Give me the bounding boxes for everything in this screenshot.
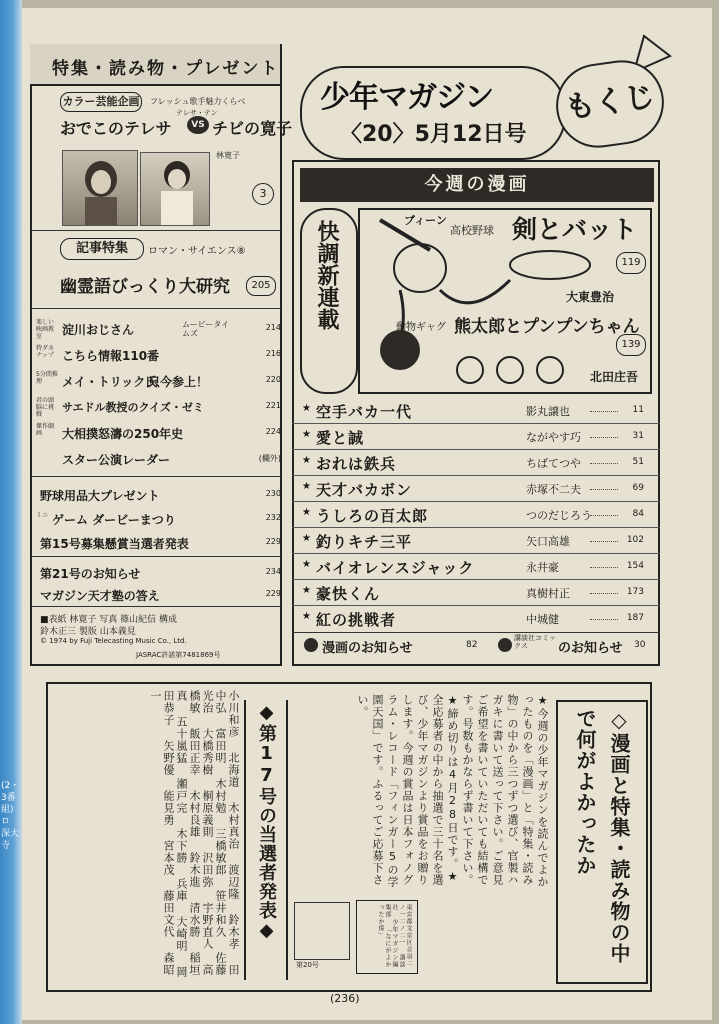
manga-item — [300, 554, 650, 580]
feature-item: スター公演レーダー (欄外) — [62, 453, 281, 467]
manga-item — [300, 398, 650, 424]
article-series: ロマン・サイエンス⑧ — [148, 246, 246, 257]
manga-author: 中城健 — [526, 613, 559, 626]
portrait-icon — [141, 153, 209, 225]
leader-dots — [590, 437, 618, 438]
notice-comics: のお知らせ — [558, 641, 623, 656]
jasrac: JASRAC許諾第7481869号 — [136, 651, 221, 659]
leader-dots — [590, 463, 618, 464]
article-label: 記事特集 — [60, 238, 144, 260]
manga-page: 11 — [632, 405, 644, 415]
color-title-b: チビの寛子 — [212, 119, 293, 138]
credits-line-1: ■表紙 林寛子 写真 篠山紀信 構成 — [40, 615, 177, 625]
manga-title: バイオレンスジャック — [316, 559, 475, 577]
winners-list: 小川和彦 北海道 木村真治 渡辺隆 鈴木孝 田中弘 富田明 木村勉 三橋敏郎 笹井和久 佐藤光治 大橋秀樹 桐原義則 沢田弥 宇野直人 高橋敏 飯田正幸 木村良雄 鈴木進 清水勝 稲垣真 五十嵐猛 瀬戸完 木下勝 兵庫 大崎明 岡田恭子 矢野優 能見勇 宮本茂 藤田文代 森昭一 — [149, 690, 240, 978]
manga-item — [300, 606, 650, 632]
manga-title: おれは鉄兵 — [316, 455, 397, 473]
portrait-icon — [63, 151, 137, 225]
color-label: カラー芸能企画 — [60, 92, 142, 112]
notice-dot-icon — [304, 638, 318, 652]
manga-author: 影丸譲也 — [526, 405, 570, 418]
divider — [30, 230, 282, 231]
star-icon: ★ — [302, 533, 311, 544]
divider — [292, 632, 660, 633]
star-icon: ★ — [302, 481, 311, 492]
manga-title: 豪快くん — [316, 585, 381, 603]
star-icon: ★ — [302, 585, 311, 596]
issue-number: 〈20〉5月12日号 — [340, 122, 527, 147]
manga-page: 31 — [632, 431, 644, 441]
binding-edge — [0, 0, 22, 1024]
page-number: (236) — [330, 992, 360, 1005]
banner2-author: 北田庄吾 — [590, 370, 639, 384]
address-text: 東京都文京区音羽二ノ一二ノ二一 講談社 少年マガジン編集部 「なにがよかったか係」 — [377, 904, 412, 968]
manga-title: 天才バカボン — [316, 481, 413, 499]
section-header: 今週の漫画 — [300, 168, 654, 202]
feature-item: 君の頭脳に挑戦 サエドル教授のクイズ・ゼミ 221 — [36, 397, 281, 418]
manga-page: 102 — [626, 535, 644, 545]
ballot-headline: ◇漫画と特集・読み物の中で何がよかったか — [573, 708, 631, 964]
name-a: テレサ・テン — [176, 109, 218, 117]
feature-item: 特ダネ ナップ こちら情報110番 216 — [36, 345, 281, 363]
manga-page: 187 — [626, 613, 644, 623]
banner2-title: 熊太郎とプンプンちゃん — [454, 317, 640, 337]
vs-badge: VS — [187, 116, 209, 134]
manga-author: 矢口高雄 — [526, 535, 570, 548]
manga-title: 紅の挑戦者 — [316, 611, 397, 629]
banner1-title: 剣とバット — [512, 215, 638, 244]
color-page: 3 — [252, 183, 274, 205]
banner1-genre: 高校野球 — [450, 224, 494, 237]
feature-item: 野球用品大プレゼント 230 — [40, 489, 281, 503]
issue-tag: 第20号 — [296, 961, 319, 969]
manga-page: 173 — [626, 587, 644, 597]
credits-line-2: 鈴木正三 製版 山本義見 — [40, 627, 136, 637]
feature-item: 第21号のお知らせ 234 — [40, 567, 281, 581]
divider — [30, 308, 282, 309]
divider — [30, 476, 282, 477]
star-icon: ★ — [302, 403, 311, 414]
notice-manga: 漫画のお知らせ — [322, 641, 413, 656]
magazine-title: 少年マガジン — [320, 80, 494, 115]
copyright: © 1974 by Fuji Telecasting Music Co., Ltd. — [40, 637, 187, 645]
star-icon: ★ — [302, 507, 311, 518]
color-subtitle: フレッシュ歌手魅力くらべ — [150, 97, 246, 106]
banner2-genre: 動物ギャグ — [396, 322, 446, 333]
notice-comics-page: 30 — [634, 640, 646, 650]
manga-item — [300, 580, 650, 606]
manga-page: 84 — [632, 509, 644, 519]
star-icon: ★ — [302, 429, 311, 440]
features-title: 特集・読み物・プレゼント — [52, 59, 280, 79]
article-page: 205 — [246, 276, 276, 296]
manga-title: 愛と誠 — [316, 429, 365, 447]
binding-text: (2・3番組) ロ 深大寺 — [1, 781, 20, 851]
manga-author: 永井豪 — [526, 561, 559, 574]
leader-dots — [590, 541, 618, 542]
manga-author: 赤塚不二夫 — [526, 483, 581, 496]
manga-item — [300, 502, 650, 528]
divider — [30, 606, 282, 607]
leader-dots — [590, 411, 618, 412]
ballot-text: ★今週の少年マガジンを読んでよかったものを「漫画」と「特集・読み物」の中から三つずつ選び、官製ハガキに書いて送って下さい。ご意見ご希望を書いていただいても結構です。号数もかならず書いて下さい。★締め切りは4月28日です。★全応募者の中から抽選で三十名を選び、少年マガジンより賞品をお贈りします。今週の賞品は日本フォノグラム・レコード「フィンガー5の学園天国」です。ふるってご応募下さい。 — [356, 694, 549, 888]
leader-dots — [590, 515, 618, 516]
name-b: 林寛子 — [216, 151, 240, 160]
feature-item: 楽しい映画教室 淀川おじさん ムービータイムズ 214 — [36, 319, 281, 340]
notice-dot-icon — [498, 638, 512, 652]
star-icon: ★ — [302, 611, 311, 622]
star-icon: ★ — [302, 455, 311, 466]
manga-title: 空手バカ一代 — [316, 403, 413, 421]
manga-title: 釣りキチ三平 — [316, 533, 413, 551]
manga-item — [300, 450, 650, 476]
leader-dots — [590, 567, 618, 568]
manga-item — [300, 424, 650, 450]
leader-dots — [590, 489, 618, 490]
winners-heading: ◆第17号の当選者発表◆ — [256, 702, 277, 942]
photo-hiroko — [140, 152, 210, 226]
feature-item: 傑作劇画 大相撲怒濤の250年史 224 — [36, 423, 281, 441]
color-title-a: おでこのテレサ — [60, 119, 172, 138]
star-icon: ★ — [302, 559, 311, 570]
manga-item — [300, 528, 650, 554]
manga-author: ながやす巧 — [526, 431, 581, 444]
postcard-icon — [294, 902, 350, 960]
photo-teresa — [62, 150, 138, 226]
manga-author: ちばてつや — [526, 457, 581, 470]
manga-title: うしろの百太郎 — [316, 507, 429, 525]
leader-dots — [590, 619, 618, 620]
feature-item: マガジン天才塾の答え 229 — [40, 589, 281, 603]
feature-item: ミニ ゲーム ダービーまつり 232 — [36, 512, 281, 527]
banner1-page: 119 — [616, 252, 646, 274]
manga-page: 69 — [632, 483, 644, 493]
notice-comics-pre: 講談社コミックス — [514, 634, 556, 650]
notice-manga-page: 82 — [466, 640, 478, 650]
manga-author: つのだじろう — [526, 509, 592, 522]
manga-page: 51 — [632, 457, 644, 467]
manga-item — [300, 476, 650, 502]
leader-dots — [590, 593, 618, 594]
feature-item: 第15号募集懸賞当選者発表 229 — [40, 537, 281, 551]
manga-author: 真樹村正 — [526, 587, 570, 600]
article-title: 幽霊語びっくり大研究 — [60, 277, 230, 297]
feature-item: 5分間推理 メイ・トリック氏 只今参上！ 220 — [36, 371, 281, 389]
sfx-text: ブィーン — [404, 214, 447, 227]
divider — [30, 556, 282, 557]
banner1-author: 大東豊治 — [566, 290, 615, 304]
banner2-page: 139 — [616, 334, 646, 356]
new-serial-label: 快調新連載 — [314, 220, 339, 330]
mokuji-badge: もくじ — [551, 55, 670, 153]
manga-page: 154 — [626, 561, 644, 571]
